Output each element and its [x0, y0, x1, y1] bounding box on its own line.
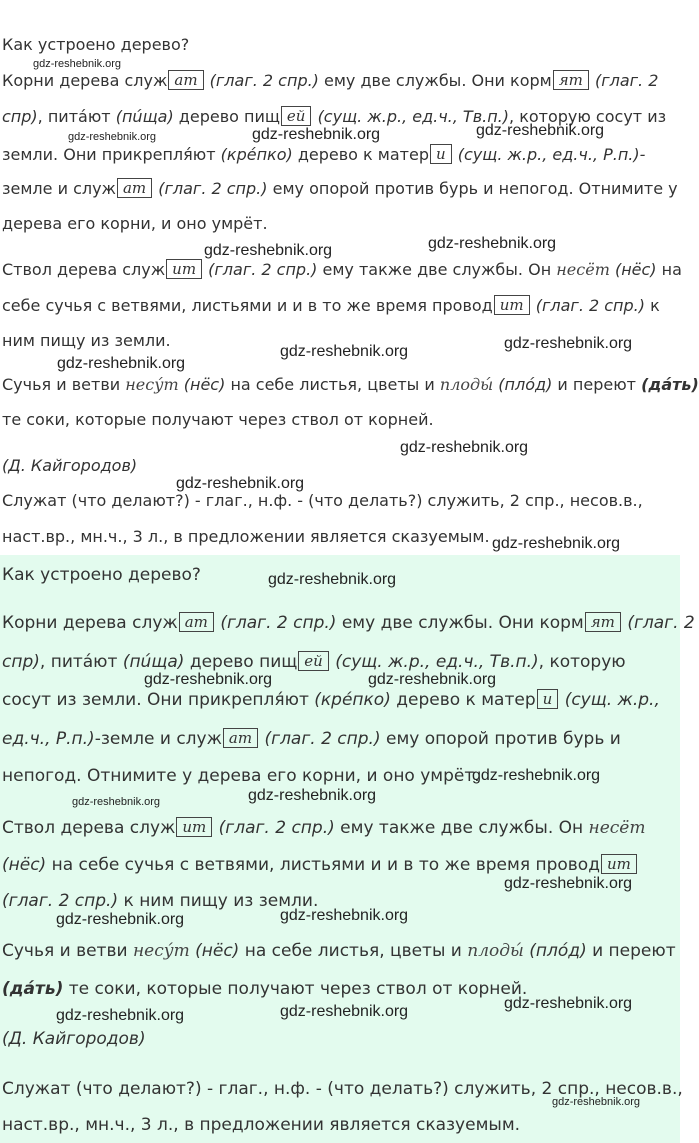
text-line: Ствол дерева служ ит (глаг. 2 спр.) ему также две службы. Он несёт: [2, 818, 646, 838]
watermark: gdz-reshebnik.org: [33, 58, 122, 70]
ending-box: ат: [179, 612, 214, 632]
watermark: gdz-reshebnik.org: [428, 235, 557, 252]
analysis-line: Служат (что делают?) - глаг., н.ф. - (что делать?) служить, 2 спр., несов.в.,: [2, 491, 643, 510]
ending-box: и: [537, 689, 559, 709]
text-line: (глаг. 2 спр.) к ним пищу из земли.: [2, 891, 319, 911]
text-line: Корни дерева служ ат (глаг. 2 спр.) ему две службы. Они корм ят (глаг. 2: [2, 613, 695, 633]
ending-box: ит: [494, 295, 530, 315]
ending-box: ат: [117, 178, 152, 198]
analysis-line: Служат (что делают?) - глаг., н.ф. - (что делать?) служить, 2 спр., несов.в.,: [2, 1079, 683, 1099]
text-line: Ствол дерева служ ит (глаг. 2 спр.) ему также две службы. Он несёт (нёс) на: [2, 260, 682, 279]
watermark: gdz-reshebnik.org: [248, 787, 377, 804]
text-line: сосут из земли. Они прикрепля́ют (кре́пко) дерево к матер и (сущ. ж.р.,: [2, 690, 660, 710]
watermark: gdz-reshebnik.org: [57, 355, 186, 372]
title: Как устроено дерево?: [2, 565, 201, 585]
watermark: gdz-reshebnik.org: [504, 995, 633, 1012]
watermark: gdz-reshebnik.org: [280, 907, 409, 924]
watermark: gdz-reshebnik.org: [472, 767, 601, 784]
text-line: земли. Они прикрепля́ют (кре́пко) дерево к матер и (сущ. ж.р., ед.ч., Р.п.)-: [2, 145, 646, 164]
watermark: gdz-reshebnik.org: [72, 796, 161, 808]
text-line: ед.ч., Р.п.)-земле и служ ат (глаг. 2 спр.) ему опорой против бурь и: [2, 729, 621, 749]
text-line: непогод. Отнимите у дерева его корни, и оно умрёт.: [2, 766, 480, 786]
text-line: (дáть) те соки, которые получают через ствол от корней.: [2, 979, 528, 999]
watermark: gdz-reshebnik.org: [56, 911, 185, 928]
text-line: Сучья и ветви несу́т (нёс) на себе листья, цветы и плоды́ (плóд) и переют (дáть): [2, 375, 699, 394]
ending-box: ит: [176, 817, 212, 837]
text-line: Сучья и ветви несу́т (нёс) на себе листья, цветы и плоды́ (плóд) и переют: [2, 941, 676, 961]
author: (Д. Кайгородов): [2, 1029, 146, 1049]
watermark: gdz-reshebnik.org: [400, 439, 529, 456]
ending-box: ит: [166, 259, 202, 279]
watermark: gdz-reshebnik.org: [268, 571, 397, 588]
text-line: себе сучья с ветвями, листьями и и в то же время провод ит (глаг. 2 спр.) к: [2, 296, 660, 315]
author: (Д. Кайгородов): [2, 456, 138, 475]
ending-box: ит: [601, 854, 637, 874]
watermark: gdz-reshebnik.org: [476, 122, 605, 139]
watermark: gdz-reshebnik.org: [144, 671, 273, 688]
ending-box: и: [430, 144, 452, 164]
watermark: gdz-reshebnik.org: [204, 242, 333, 259]
answer-block-top: [0, 0, 699, 555]
ending-box: ят: [553, 70, 589, 90]
watermark: gdz-reshebnik.org: [552, 1096, 641, 1108]
ending-box: ат: [168, 70, 203, 90]
text-line: ним пищу из земли.: [2, 331, 171, 350]
text-line: спр), питáют (пúща) дерево пищ ей (сущ. ж.р., ед.ч., Тв.п.), которую: [2, 652, 626, 672]
watermark: gdz-reshebnik.org: [368, 671, 497, 688]
analysis-line: наст.вр., мн.ч., 3 л., в предложении является сказуемым.: [2, 1115, 521, 1135]
ending-box: ей: [281, 106, 312, 126]
watermark: gdz-reshebnik.org: [176, 475, 305, 492]
watermark: gdz-reshebnik.org: [280, 343, 409, 360]
text-line: Корни дерева служ ат (глаг. 2 спр.) ему две службы. Они корм ят (глаг. 2: [2, 71, 659, 90]
ending-box: ей: [298, 651, 329, 671]
watermark: gdz-reshebnik.org: [280, 1003, 409, 1020]
ending-box: ат: [223, 728, 258, 748]
watermark: gdz-reshebnik.org: [56, 1007, 185, 1024]
watermark: gdz-reshebnik.org: [504, 875, 633, 892]
ending-box: ят: [585, 612, 621, 632]
title: Как устроено дерево?: [2, 35, 190, 54]
watermark: gdz-reshebnik.org: [504, 335, 633, 352]
text-line: спр), питáют (пúща) дерево пищ ей (сущ. ж.р., ед.ч., Тв.п.), которую сосут из: [2, 107, 667, 126]
analysis-line: наст.вр., мн.ч., 3 л., в предложении является сказуемым.: [2, 527, 490, 546]
text-line: (нёс) на себе сучья с ветвями, листьями и и в то же время провод ит: [2, 854, 638, 875]
text-line: те соки, которые получают через ствол от корней.: [2, 410, 434, 429]
text-line: дерева его корни, и оно умрёт.: [2, 214, 268, 233]
answer-block-bottom: [0, 555, 695, 1143]
watermark: gdz-reshebnik.org: [68, 131, 157, 143]
watermark: gdz-reshebnik.org: [252, 126, 381, 143]
text-line: земле и служ ат (глаг. 2 спр.) ему опорой против бурь и непогод. Отнимите у: [2, 179, 678, 198]
watermark: gdz-reshebnik.org: [492, 535, 621, 552]
